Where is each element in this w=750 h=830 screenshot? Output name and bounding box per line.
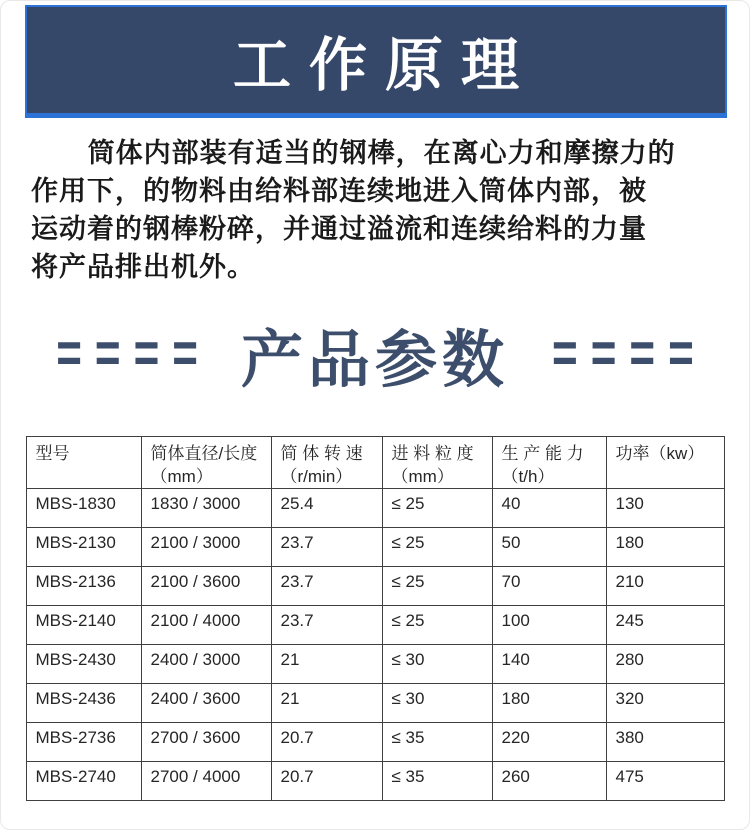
table-cell: 2100 / 3000 xyxy=(141,528,271,567)
page-title: 工作原理 xyxy=(232,33,537,98)
spec-table xyxy=(26,436,725,801)
table-cell: 260 xyxy=(492,762,606,801)
table-cell: 140 xyxy=(492,645,606,684)
col-header-feed-size xyxy=(382,437,492,489)
table-cell: 50 xyxy=(492,528,606,567)
table-cell: ≤ 35 xyxy=(382,762,492,801)
table-cell: MBS-2740 xyxy=(26,762,141,801)
table-cell: 475 xyxy=(606,762,724,801)
intro-line: 筒体内部装有适当的钢棒，在离心力和摩擦力的 xyxy=(87,138,676,168)
table-cell: 130 xyxy=(606,489,724,528)
table-cell: 280 xyxy=(606,645,724,684)
table-cell: 100 xyxy=(492,606,606,645)
table-row xyxy=(26,684,724,723)
table-cell: ≤ 35 xyxy=(382,723,492,762)
table-cell: 220 xyxy=(492,723,606,762)
table-cell: 23.7 xyxy=(271,528,382,567)
col-header-model xyxy=(26,437,141,489)
table-cell: 2100 / 3600 xyxy=(141,567,271,606)
table-cell: 2700 / 3600 xyxy=(141,723,271,762)
col-header-diameter-length xyxy=(141,437,271,489)
spec-table-body xyxy=(26,489,724,801)
table-cell: MBS-1830 xyxy=(26,489,141,528)
col-header-line1: 简体直径/长度 xyxy=(150,444,258,463)
section-title: 产品参数 xyxy=(240,325,509,395)
table-cell: 2400 / 3000 xyxy=(141,645,271,684)
intro-paragraph xyxy=(31,134,721,286)
table-cell: ≤ 25 xyxy=(382,567,492,606)
decor-equals-left: ==== xyxy=(56,321,211,386)
table-row xyxy=(26,567,724,606)
col-header-line1: 简 体 转 速 xyxy=(280,444,363,463)
table-cell: MBS-2436 xyxy=(26,684,141,723)
header-banner xyxy=(25,5,727,118)
section-heading xyxy=(1,308,749,400)
intro-line: 运动着的钢棒粉碎，并通过溢流和连续给料的力量 xyxy=(31,214,647,244)
table-cell: 21 xyxy=(271,684,382,723)
table-cell: 245 xyxy=(606,606,724,645)
table-row xyxy=(26,762,724,801)
table-cell: 320 xyxy=(606,684,724,723)
table-cell: ≤ 30 xyxy=(382,684,492,723)
table-cell: 20.7 xyxy=(271,762,382,801)
col-header-line1: 型号 xyxy=(35,444,70,463)
table-cell: 70 xyxy=(492,567,606,606)
col-header-line1: 生 产 能 力 xyxy=(501,444,584,463)
table-cell: MBS-2736 xyxy=(26,723,141,762)
table-cell: 23.7 xyxy=(271,606,382,645)
table-cell: 20.7 xyxy=(271,723,382,762)
col-header-line2: （r/min） xyxy=(280,467,353,486)
col-header-line2: （mm） xyxy=(150,467,213,486)
table-cell: 23.7 xyxy=(271,567,382,606)
col-header-power xyxy=(606,437,724,489)
col-header-line1: 功率（kw） xyxy=(615,444,705,463)
decor-equals-right: ==== xyxy=(552,321,707,386)
table-cell: MBS-2430 xyxy=(26,645,141,684)
spec-table-head xyxy=(26,437,724,489)
table-cell: 40 xyxy=(492,489,606,528)
col-header-line1: 进 料 粒 度 xyxy=(391,444,474,463)
col-header-line2: （t/h） xyxy=(501,467,555,486)
table-cell: 21 xyxy=(271,645,382,684)
table-cell: ≤ 30 xyxy=(382,645,492,684)
intro-line: 将产品排出机外。 xyxy=(31,252,255,282)
table-cell: 1830 / 3000 xyxy=(141,489,271,528)
table-cell: 210 xyxy=(606,567,724,606)
table-cell: 380 xyxy=(606,723,724,762)
table-cell: MBS-2140 xyxy=(26,606,141,645)
header-row xyxy=(26,437,724,489)
table-cell: 2400 / 3600 xyxy=(141,684,271,723)
table-row xyxy=(26,723,724,762)
intro-line: 作用下，的物料由给料部连续地进入筒体内部，被 xyxy=(31,176,647,206)
table-cell: MBS-2136 xyxy=(26,567,141,606)
table-cell: MBS-2130 xyxy=(26,528,141,567)
table-row xyxy=(26,606,724,645)
table-row xyxy=(26,645,724,684)
table-cell: 25.4 xyxy=(271,489,382,528)
col-header-rotation-speed xyxy=(271,437,382,489)
table-cell: 180 xyxy=(606,528,724,567)
table-cell: ≤ 25 xyxy=(382,489,492,528)
table-cell: ≤ 25 xyxy=(382,528,492,567)
table-cell: 2700 / 4000 xyxy=(141,762,271,801)
table-row xyxy=(26,489,724,528)
table-row xyxy=(26,528,724,567)
col-header-capacity xyxy=(492,437,606,489)
col-header-line2: （mm） xyxy=(391,467,454,486)
table-cell: 2100 / 4000 xyxy=(141,606,271,645)
table-cell: ≤ 25 xyxy=(382,606,492,645)
table-cell: 180 xyxy=(492,684,606,723)
